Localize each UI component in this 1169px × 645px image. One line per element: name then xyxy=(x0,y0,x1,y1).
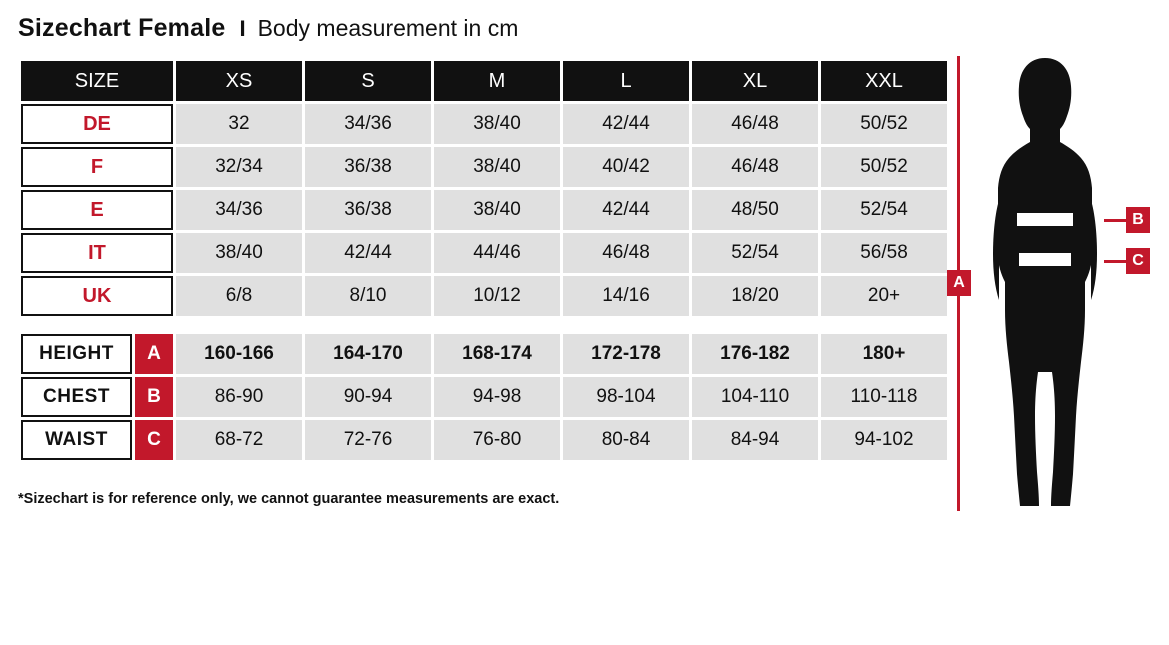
table-row xyxy=(21,233,947,273)
cell: 42/44 xyxy=(563,104,689,144)
cell: 38/40 xyxy=(434,190,560,230)
header-xs: XS xyxy=(176,61,302,101)
cell: 44/46 xyxy=(434,233,560,273)
table-spacer-row xyxy=(21,319,947,331)
table-row xyxy=(21,276,947,316)
table-row xyxy=(21,104,947,144)
marker-tag-a: A xyxy=(135,334,173,374)
row-label-height-cell xyxy=(21,334,173,374)
cell: 42/44 xyxy=(305,233,431,273)
sizechart-table-wrapper xyxy=(18,58,943,463)
cell: 6/8 xyxy=(176,276,302,316)
title-subtitle: Body measurement in cm xyxy=(257,15,519,41)
row-label-chest-cell xyxy=(21,377,173,417)
cell: 8/10 xyxy=(305,276,431,316)
row-label-de: DE xyxy=(21,104,173,144)
cell: 36/38 xyxy=(305,147,431,187)
cell: 180+ xyxy=(821,334,947,374)
cell: 10/12 xyxy=(434,276,560,316)
cell: 38/40 xyxy=(434,147,560,187)
cell: 56/58 xyxy=(821,233,947,273)
header-s: S xyxy=(305,61,431,101)
header-xl: XL xyxy=(692,61,818,101)
cell: 38/40 xyxy=(434,104,560,144)
cell: 36/38 xyxy=(305,190,431,230)
cell: 20+ xyxy=(821,276,947,316)
row-label-waist-cell xyxy=(21,420,173,460)
cell: 176-182 xyxy=(692,334,818,374)
sizechart-table xyxy=(18,58,950,463)
marker-tag-c: C xyxy=(135,420,173,460)
table-row xyxy=(21,334,947,374)
cell: 172-178 xyxy=(563,334,689,374)
row-label-uk: UK xyxy=(21,276,173,316)
body-figure xyxy=(940,50,1165,520)
cell: 32/34 xyxy=(176,147,302,187)
table-row xyxy=(21,190,947,230)
header-m: M xyxy=(434,61,560,101)
cell: 164-170 xyxy=(305,334,431,374)
cell: 38/40 xyxy=(176,233,302,273)
cell: 46/48 xyxy=(692,147,818,187)
cell: 32 xyxy=(176,104,302,144)
cell: 76-80 xyxy=(434,420,560,460)
row-label-chest: CHEST xyxy=(21,377,132,417)
footnote: *Sizechart is for reference only, we cannot guarantee measurements are exact. xyxy=(18,491,560,507)
cell: 14/16 xyxy=(563,276,689,316)
female-body-silhouette-icon xyxy=(975,50,1115,520)
figure-marker-a: A xyxy=(947,270,971,296)
cell: 98-104 xyxy=(563,377,689,417)
cell: 48/50 xyxy=(692,190,818,230)
cell: 34/36 xyxy=(305,104,431,144)
cell: 160-166 xyxy=(176,334,302,374)
cell: 84-94 xyxy=(692,420,818,460)
cell: 90-94 xyxy=(305,377,431,417)
figure-marker-c: C xyxy=(1126,248,1150,274)
cell: 104-110 xyxy=(692,377,818,417)
cell: 52/54 xyxy=(692,233,818,273)
table-header-row xyxy=(21,61,947,101)
title-main: Sizechart Female xyxy=(18,14,226,42)
cell: 86-90 xyxy=(176,377,302,417)
cell: 110-118 xyxy=(821,377,947,417)
row-label-height: HEIGHT xyxy=(21,334,132,374)
table-row xyxy=(21,377,947,417)
figure-marker-b: B xyxy=(1126,207,1150,233)
header-l: L xyxy=(563,61,689,101)
header-xxl: XXL xyxy=(821,61,947,101)
cell: 42/44 xyxy=(563,190,689,230)
row-label-e: E xyxy=(21,190,173,230)
title-separator: I xyxy=(239,16,246,41)
cell: 80-84 xyxy=(563,420,689,460)
cell: 50/52 xyxy=(821,104,947,144)
row-label-it: IT xyxy=(21,233,173,273)
row-label-waist: WAIST xyxy=(21,420,132,460)
cell: 94-102 xyxy=(821,420,947,460)
cell: 52/54 xyxy=(821,190,947,230)
row-label-f: F xyxy=(21,147,173,187)
cell: 18/20 xyxy=(692,276,818,316)
cell: 40/42 xyxy=(563,147,689,187)
cell: 94-98 xyxy=(434,377,560,417)
cell: 168-174 xyxy=(434,334,560,374)
table-row xyxy=(21,420,947,460)
cell: 68-72 xyxy=(176,420,302,460)
cell: 34/36 xyxy=(176,190,302,230)
cell: 46/48 xyxy=(563,233,689,273)
cell: 46/48 xyxy=(692,104,818,144)
header-size: SIZE xyxy=(21,61,173,101)
table-row xyxy=(21,147,947,187)
cell: 50/52 xyxy=(821,147,947,187)
page-title xyxy=(18,14,518,43)
marker-tag-b: B xyxy=(135,377,173,417)
cell: 72-76 xyxy=(305,420,431,460)
